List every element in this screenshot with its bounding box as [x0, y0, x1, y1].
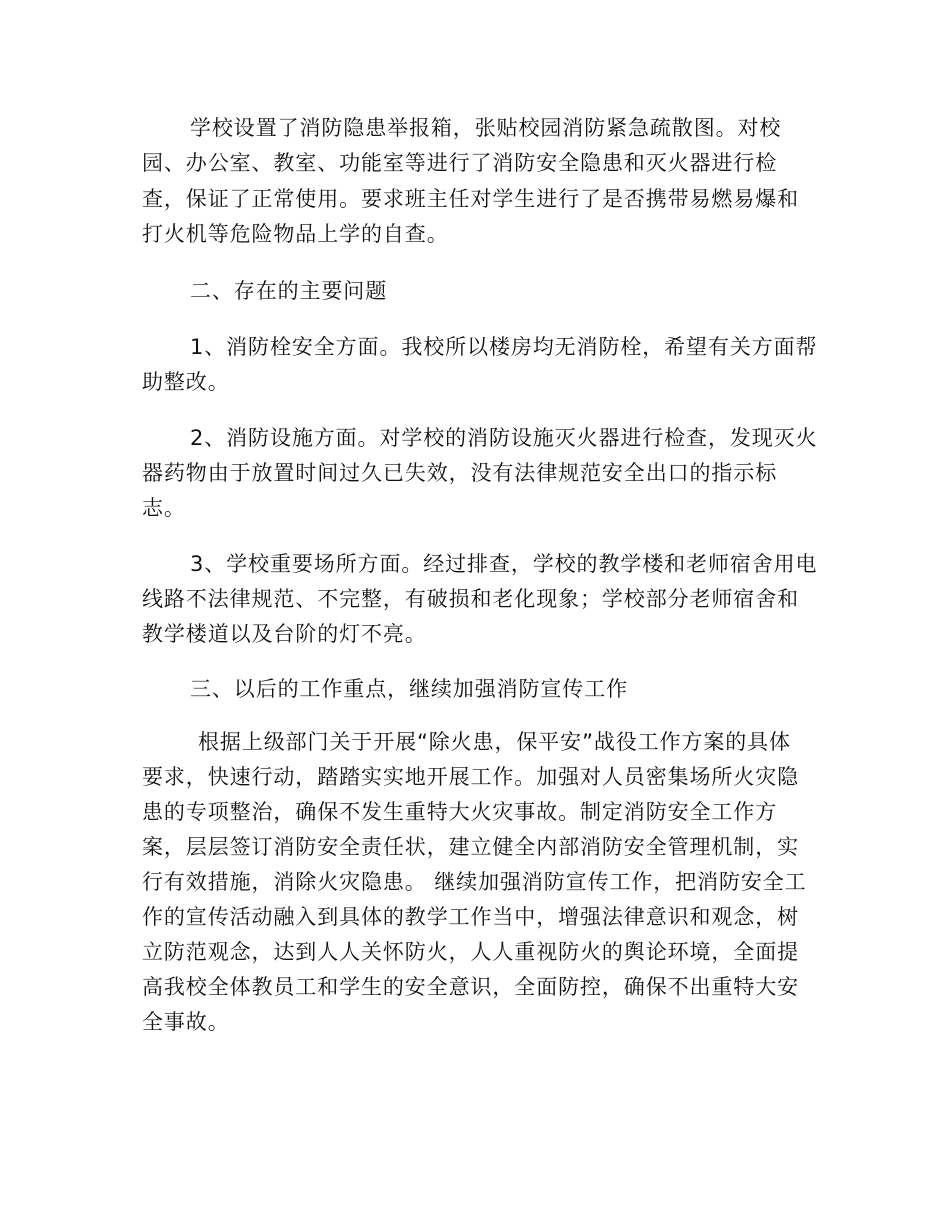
paragraph-1-line-1: 学校设置了消防隐患举报箱，张贴校园消防紧急疏散图。对校 — [190, 116, 782, 140]
paragraph-final-line-9: 全事故。 — [142, 1010, 230, 1034]
paragraph-final-line-3: 患的专项整治，确保不发生重特大火灾事故。制定消防安全工作方 — [142, 800, 778, 824]
paragraph-final-line-7: 立防范观念，达到人人关怀防火，人人重视防火的舆论环境，全面提 — [142, 940, 799, 964]
paragraph-item-3-line-2: 线路不法律规范、不完整，有破损和老化现象；学校部分老师宿舍和 — [142, 587, 799, 611]
paragraph-1-line-2: 园、办公室、教室、功能室等进行了消防安全隐患和灭火器进行检 — [142, 151, 778, 175]
paragraph-1-line-4: 打火机等危险物品上学的自查。 — [142, 222, 449, 246]
paragraph-item-2-line-3: 志。 — [142, 496, 186, 520]
paragraph-final-line-6: 作的宣传活动融入到具体的教学工作当中，增强法律意识和观念，树 — [142, 905, 799, 929]
section-heading-3: 三、以后的工作重点，继续加强消防宣传工作 — [190, 677, 628, 701]
paragraph-final-line-2: 要求，快速行动，踏踏实实地开展工作。加强对人员密集场所火灾隐 — [142, 765, 799, 789]
paragraph-item-3-line-1: 3、学校重要场所方面。经过排查，学校的教学楼和老师宿舍用电 — [190, 552, 818, 576]
paragraph-final-line-1: 根据上级部门关于开展“除火患，保平安”战役工作方案的具体 — [198, 730, 791, 754]
section-heading-2: 二、存在的主要问题 — [190, 279, 388, 303]
paragraph-item-3-line-3: 教学楼道以及台阶的灯不亮。 — [142, 622, 427, 646]
paragraph-final-line-8: 高我校全体教员工和学生的安全意识，全面防控，确保不出重特大安 — [142, 975, 799, 999]
paragraph-item-2-line-2: 器药物由于放置时间过久已失效，没有法律规范安全出口的指示标 — [142, 461, 778, 485]
paragraph-1-line-3: 查，保证了正常使用。要求班主任对学生进行了是否携带易燃易爆和 — [142, 187, 799, 211]
paragraph-item-2-line-1: 2、消防设施方面。对学校的消防设施灭火器进行检查，发现灭火 — [190, 426, 818, 450]
paragraph-final-line-5: 行有效措施，消除火灾隐患。 继续加强消防宣传工作，把消防安全工 — [142, 870, 807, 894]
paragraph-item-1-line-1: 1、消防栓安全方面。我校所以楼房均无消防栓，希望有关方面帮 — [190, 335, 818, 359]
paragraph-item-1-line-2: 助整改。 — [142, 370, 230, 394]
paragraph-final-line-4: 案，层层签订消防安全责任状，建立健全内部消防安全管理机制，实 — [142, 835, 799, 859]
